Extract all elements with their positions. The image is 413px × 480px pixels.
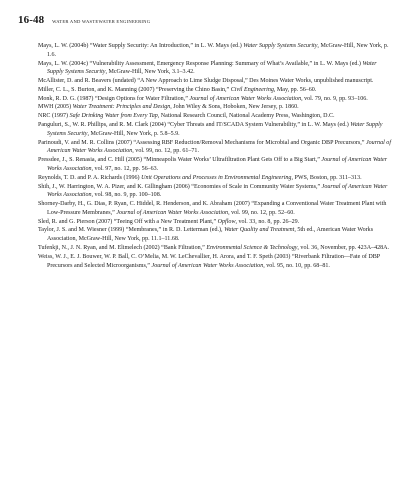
reference-entry <box>38 60 393 78</box>
reference-entry <box>38 183 393 201</box>
reference-text: Parinoudi, V. and M. R. Collins (2007) “Assessing RBF Reduction/Removal Mechanisms for Microbial and Organic DBP Precursors,” <box>38 139 366 146</box>
page-number: 16-48 <box>18 14 45 26</box>
reference-text: , 5th ed., American Water Works Association, McGraw-Hill, New York, pp. 11.1–11.68. <box>47 227 374 243</box>
reference-text: , McGraw-Hill, New York, p. 5.8–5.9. <box>87 130 180 137</box>
reference-text: Monk, R. D. G. (1987) “Design Options for Water Filtration,” <box>38 95 190 102</box>
reference-text: , John Wiley & Sons, Hoboken, New Jersey, p. 1860. <box>170 104 299 111</box>
reference-title-italic: Water Supply Systems Security <box>243 43 318 49</box>
reference-entry <box>38 86 393 95</box>
reference-text: McAllister, D. and R. Beavers (undated) “A New Approach to Lime Sludge Disposal,” Des Moines Water Works, unpublished manuscript. <box>38 78 374 85</box>
reference-entry <box>38 95 393 104</box>
reference-entry <box>38 253 393 271</box>
reference-text: NRC (1997) <box>38 113 70 120</box>
reference-title-italic: Water Supply Systems Security <box>47 60 377 76</box>
reference-list <box>38 42 393 270</box>
reference-entry <box>38 218 393 227</box>
reference-text: , vol. 36, November, pp. 423A–428A. <box>297 244 390 251</box>
reference-entry <box>38 244 393 253</box>
page-header <box>18 14 398 30</box>
reference-text: , vol. 33, no. 8, pp. 26–29. <box>235 218 300 225</box>
reference-text: , vol. 99, no. 12, pp. 52–60. <box>228 209 295 216</box>
reference-text: , PWS, Boston, pp. 311–313. <box>291 174 362 181</box>
reference-entry <box>38 103 393 112</box>
reference-entry <box>38 112 393 121</box>
reference-title-italic: Water Quality and Treatment <box>224 227 295 234</box>
reference-title-italic: Environmental Science & Technology <box>206 244 298 251</box>
reference-text: , vol. 79, no. 9, pp. 93–106. <box>301 95 368 102</box>
reference-entry <box>38 121 393 139</box>
reference-text: , vol. 99, no. 12, pp. 61–71. <box>132 148 199 155</box>
reference-text: Mays, L. W. (2004b) “Water Supply Security: An Introduction,” in L. W. Mays (ed.) <box>38 43 244 49</box>
reference-entry <box>38 156 393 174</box>
reference-title-italic: Water Supply Systems Security <box>47 122 383 137</box>
reference-title-italic: Safe Drinking Water from Every Tap <box>69 113 158 120</box>
reference-title-italic: Journal of American Water Works Association <box>47 139 391 155</box>
reference-text: Mays, L. W. (2004c) “Vulnerability Assessment, Emergency Response Planning: Summary of What’s Available,” in L. W. Mays (ed.) <box>38 60 363 67</box>
reference-text: Shorney-Darby, H., G. Dias, P. Ryan, C. Hiddel, R. Henderson, and K. Abraham (2007) “Expanding a Conventional Water Treatment Plant with Low-Pressure Membranes,” <box>38 201 387 216</box>
running-head: WATER AND WASTEWATER ENGINEERING <box>52 19 151 24</box>
reference-text: Sled, R. and G. Pierson (2007) “Teeing Off with a New Treatment Plant,” <box>38 218 218 225</box>
reference-text: , National Research Council, National Academy Press, Washington, D.C. <box>157 113 335 120</box>
reference-entry <box>38 139 393 157</box>
reference-text: Shih, J., W. Harrington, W. A. Pizer, and K. Gillingham (2006) “Economies of Scale in Community Water Systems,” <box>38 183 322 190</box>
reference-text: , McGraw-Hill, New York, p. 1.6. <box>47 43 389 58</box>
reference-title-italic: Civil Engineering <box>230 86 274 93</box>
reference-text: Tufenkji, N., J. N. Ryan, and M. Elimelech (2002) “Bank Filtration,” <box>38 244 207 251</box>
reference-title-italic: Journal of American Water Works Association <box>151 262 264 269</box>
reference-entry <box>38 174 393 183</box>
reference-entry <box>38 200 393 218</box>
reference-text: Taylor, J. S. and M. Wiesner (1999) “Membranes,” in R. D. Letterman (ed.), <box>38 227 225 234</box>
reference-entry <box>38 226 393 244</box>
reference-title-italic: Water Treatment: Principles and Design <box>72 104 171 111</box>
reference-text: , May, pp. 56–60. <box>273 86 317 93</box>
reference-text: , vol. 97, no. 12, pp. 56–63. <box>91 165 159 172</box>
reference-text: Miller, C. L., S. Burton, and K. Manning (2007) “Preserving the Chino Basin,” <box>38 86 231 93</box>
reference-text: , McGraw-Hill, New York, 3.1–3.42. <box>105 69 195 76</box>
reference-text: Pressdee, J., S. Renasia, and C. Hill (2005) “Minneapolis Water Works’ Ultrafiltration Plant Gets Off to a Big Start,” <box>38 157 322 164</box>
reference-text: , vol. 98, no. 9, pp. 100–108. <box>91 192 162 199</box>
reference-text: MWH (2005) <box>38 104 73 111</box>
reference-title-italic: Journal of American Water Works Association <box>47 157 388 172</box>
reference-text: Weiss, W. J., E. J. Bouwer, W. P. Ball, C. O’Melia, M. W. LeChevallier, H. Arora, and T. F. Speth (2003) “Riverbank Filtration—Fate of DBP Precursors and Selected Microorganisms,” <box>38 253 380 269</box>
reference-text: Reynolds, T. D. and P. A. Richards (1996) <box>38 174 142 181</box>
reference-entry <box>38 77 393 86</box>
reference-text: , vol. 95, no. 10, pp. 68–81. <box>263 262 330 269</box>
reference-entry <box>38 42 393 60</box>
reference-text: Panguluri, S., W. R. Phillips, and R. M. Clark (2004) “Cyber Threats and IT/SCADA System Vulnerability,” in L. W. Mays (ed.) <box>38 122 351 129</box>
reference-title-italic: Unit Operations and Processes in Environmental Engineering <box>141 174 292 181</box>
reference-title-italic: Journal of American Water Works Association <box>47 183 388 199</box>
reference-title-italic: Opflow <box>217 218 236 225</box>
reference-title-italic: Journal of American Water Works Association <box>116 209 229 216</box>
reference-title-italic: Journal of American Water Works Association <box>189 95 302 102</box>
